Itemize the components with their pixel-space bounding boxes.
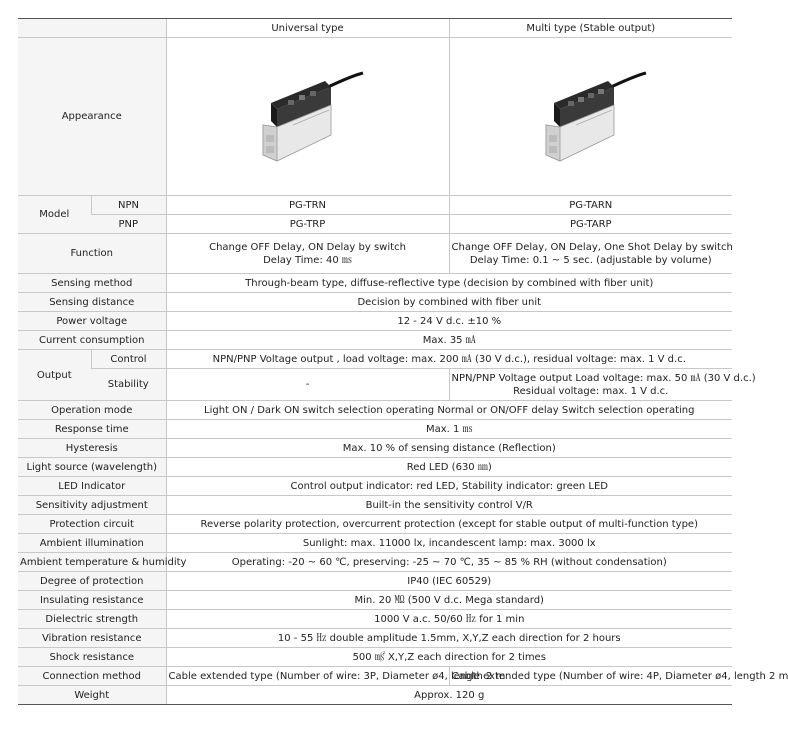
- light-source-value: Red LED (630 ㎚): [166, 458, 732, 477]
- universal-amplifier-image: [233, 65, 383, 165]
- sensing-distance-row: [18, 293, 732, 312]
- hysteresis-value: Max. 10 % of sensing distance (Reflection): [166, 439, 732, 458]
- current-consumption-label: Current consumption: [18, 331, 166, 350]
- connection-row: [18, 667, 732, 686]
- stability-multi-line1: NPN/PNP Voltage output Load voltage: max. 50 ㎃ (30 V d.c.): [451, 372, 756, 384]
- response-time-label: Response time: [18, 420, 166, 439]
- ambient-temp-value: Operating: -20 ~ 60 ℃, preserving: -25 ~ 70 ℃, 35 ~ 85 % RH (without condensation): [166, 553, 732, 572]
- current-consumption-row: [18, 331, 732, 350]
- sensing-method-label: Sensing method: [18, 274, 166, 293]
- current-consumption-value: Max. 35 ㎃: [166, 331, 732, 350]
- response-time-row: [18, 420, 732, 439]
- ambient-illumination-label: Ambient illumination: [18, 534, 166, 553]
- light-source-label: Light source (wavelength): [18, 458, 166, 477]
- vibration-row: [18, 629, 732, 648]
- model-npn-multi: PG-TARN: [449, 196, 732, 215]
- insulating-label: Insulating resistance: [18, 591, 166, 610]
- header-universal: Universal type: [166, 19, 449, 38]
- power-voltage-value: 12 - 24 V d.c. ±10 %: [166, 312, 732, 331]
- header-multi: Multi type (Stable output): [449, 19, 732, 38]
- model-pnp-multi: PG-TARP: [449, 215, 732, 234]
- appearance-row: [18, 38, 732, 196]
- shock-label: Shock resistance: [18, 648, 166, 667]
- operation-mode-label: Operation mode: [18, 401, 166, 420]
- led-indicator-row: [18, 477, 732, 496]
- output-stability-label: Stability: [91, 369, 166, 401]
- output-stability-row: [18, 369, 732, 401]
- function-universal-line1: Change OFF Delay, ON Delay by switch: [209, 241, 406, 253]
- function-row: [18, 234, 732, 274]
- dielectric-label: Dielectric strength: [18, 610, 166, 629]
- output-control-row: [18, 350, 732, 369]
- shock-row: [18, 648, 732, 667]
- stability-multi-line2: Residual voltage: max. 1 V d.c.: [513, 385, 669, 397]
- function-universal: [166, 234, 449, 274]
- function-label: Function: [18, 234, 166, 274]
- degree-protection-row: [18, 572, 732, 591]
- model-npn-universal: PG-TRN: [166, 196, 449, 215]
- output-control-label: Control: [91, 350, 166, 369]
- appearance-label: Appearance: [18, 38, 166, 196]
- hysteresis-row: [18, 439, 732, 458]
- output-stability-multi: [449, 369, 756, 401]
- model-pnp-label: PNP: [91, 215, 166, 234]
- hysteresis-label: Hysteresis: [18, 439, 166, 458]
- shock-value: 500 ㎨ X,Y,Z each direction for 2 times: [166, 648, 732, 667]
- output-control-value: NPN/PNP Voltage output , load voltage: max. 200 ㎃ (30 V d.c.), residual voltage: max. 1 V d.c.: [166, 350, 732, 369]
- sensing-method-value: Through-beam type, diffuse-reflective type (decision by combined with fiber unit): [166, 274, 732, 293]
- dielectric-row: [18, 610, 732, 629]
- header-row: [18, 19, 732, 38]
- model-label: Model: [18, 196, 91, 234]
- insulating-value: Min. 20 ㏁ (500 V d.c. Mega standard): [166, 591, 732, 610]
- ambient-illumination-value: Sunlight: max. 11000 lx, incandescent lamp: max. 3000 lx: [166, 534, 732, 553]
- sensing-distance-value: Decision by combined with fiber unit: [166, 293, 732, 312]
- ambient-illumination-row: [18, 534, 732, 553]
- light-source-row: [18, 458, 732, 477]
- connection-universal: Cable extended type (Number of wire: 3P, Diameter ø4, length 2 m: [166, 667, 449, 686]
- power-voltage-label: Power voltage: [18, 312, 166, 331]
- protection-circuit-value: Reverse polarity protection, overcurrent protection (except for stable output of multi-function type): [166, 515, 732, 534]
- header-blank-cell: [18, 19, 166, 38]
- model-pnp-row: [18, 215, 732, 234]
- weight-value: Approx. 120 g: [166, 686, 732, 705]
- degree-protection-label: Degree of protection: [18, 572, 166, 591]
- response-time-value: Max. 1 ㎳: [166, 420, 732, 439]
- spec-table: [18, 18, 788, 705]
- ambient-temp-row: [18, 553, 732, 572]
- power-voltage-row: [18, 312, 732, 331]
- sensitivity-value: Built-in the sensitivity control V/R: [166, 496, 732, 515]
- led-indicator-value: Control output indicator: red LED, Stability indicator: green LED: [166, 477, 732, 496]
- connection-multi: Cable extended type (Number of wire: 4P, Diameter ø4, length 2 m: [449, 667, 732, 686]
- multi-amplifier-image: [516, 65, 666, 165]
- sensitivity-label: Sensitivity adjustment: [18, 496, 166, 515]
- degree-protection-value: IP40 (IEC 60529): [166, 572, 732, 591]
- sensitivity-row: [18, 496, 732, 515]
- operation-mode-value: Light ON / Dark ON switch selection operating Normal or ON/OFF delay Switch selection operating: [166, 401, 732, 420]
- vibration-label: Vibration resistance: [18, 629, 166, 648]
- protection-circuit-label: Protection circuit: [18, 515, 166, 534]
- function-universal-line2: Delay Time: 40 ㎳: [263, 254, 352, 266]
- sensing-method-row: [18, 274, 732, 293]
- connection-label: Connection method: [18, 667, 166, 686]
- dielectric-value: 1000 V a.c. 50/60 ㎐ for 1 min: [166, 610, 732, 629]
- model-npn-row: [18, 196, 732, 215]
- multi-photo-cell: [449, 38, 732, 196]
- operation-mode-row: [18, 401, 732, 420]
- protection-circuit-row: [18, 515, 732, 534]
- insulating-row: [18, 591, 732, 610]
- weight-label: Weight: [18, 686, 166, 705]
- ambient-temp-label: Ambient temperature & humidity: [18, 553, 166, 572]
- sensing-distance-label: Sensing distance: [18, 293, 166, 312]
- vibration-value: 10 - 55 ㎐ double amplitude 1.5mm, X,Y,Z each direction for 2 hours: [166, 629, 732, 648]
- function-multi-line1: Change OFF Delay, ON Delay, One Shot Delay by switch: [451, 241, 733, 253]
- function-multi: [449, 234, 732, 274]
- weight-row: [18, 686, 732, 705]
- universal-photo-cell: [166, 38, 449, 196]
- model-pnp-universal: PG-TRP: [166, 215, 449, 234]
- led-indicator-label: LED Indicator: [18, 477, 166, 496]
- function-multi-line2: Delay Time: 0.1 ~ 5 sec. (adjustable by volume): [469, 254, 712, 266]
- output-label: Output: [18, 350, 91, 401]
- model-npn-label: NPN: [91, 196, 166, 215]
- output-stability-universal: -: [166, 369, 449, 401]
